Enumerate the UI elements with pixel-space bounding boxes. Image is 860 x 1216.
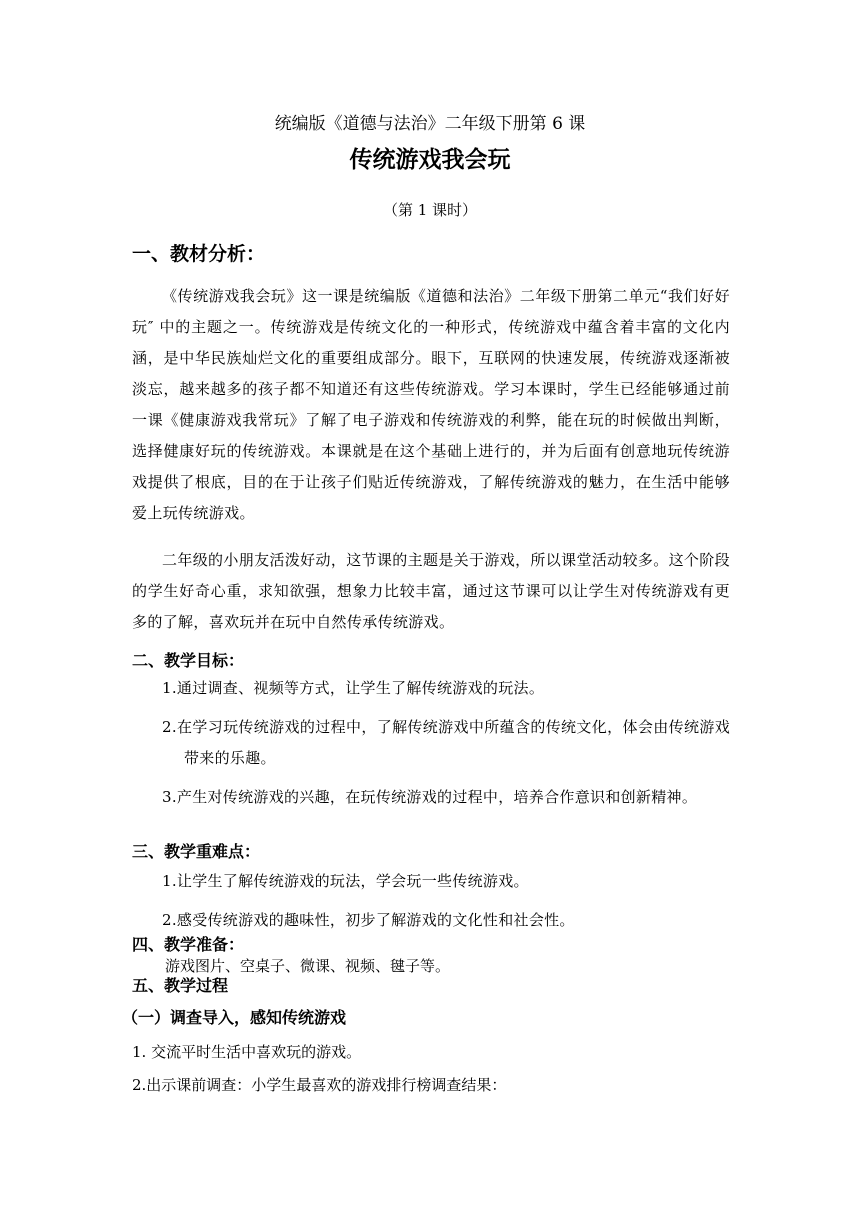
objective-item: 2.在学习玩传统游戏的过程中，了解传统游戏中所蕴含的传统文化，体会由传统游戏带来的乐趣。 (162, 718, 730, 767)
process-step-2: 2.出示课前调查：小学生最喜欢的游戏排行榜调查结果： (132, 1076, 507, 1094)
key-points-list (162, 866, 730, 944)
section-heading-process: 五、教学过程 (132, 976, 229, 995)
preparation-text: 游戏图片、空桌子、微课、视频、毽子等。 (165, 957, 451, 975)
section-heading-key-points: 三、教学重难点： (132, 842, 261, 861)
key-point-item: 1.让学生了解传统游戏的玩法，学会玩一些传统游戏。 (162, 872, 529, 890)
section-heading-preparation: 四、教学准备： (132, 935, 245, 954)
objective-item: 1.通过调查、视频等方式，让学生了解传统游戏的玩法。 (162, 679, 545, 697)
analysis-paragraph-2: 二年级的小朋友活泼好动，这节课的主题是关于游戏，所以课堂活动较多。这个阶段的学生好奇心重，求知欲强，想象力比较丰富，通过这节课可以让学生对传统游戏有更多的了解，喜欢玩并在玩中自然传承传统游戏。 (132, 551, 730, 631)
lesson-title: 传统游戏我会玩 (349, 147, 511, 173)
section-heading-analysis: 一、教材分析： (132, 243, 266, 265)
objectives-list (162, 673, 730, 821)
key-point-item: 2.感受传统游戏的趣味性，初步了解游戏的文化性和社会性。 (162, 911, 575, 929)
session-label: （第 1 课时） (382, 201, 478, 219)
analysis-paragraph-1: 《传统游戏我会玩》这一课是统编版《道德和法治》二年级下册第二单元“我们好好玩″ 中的主题之一。传统游戏是传统文化的一种形式，传统游戏中蕴含着丰富的文化内涵，是中华民族灿烂文化的重要组成部分。眼下，互联网的快速发展，传统游戏逐渐被淡忘，越来越多的孩子都不知道还有这些传统游戏。学习本课时，学生已经能够通过前一课《健康游戏我常玩》了解了电子游戏和传统游戏的利弊，能在玩的时候做出判断，选择健康好玩的传统游戏。本课就是在这个基础上进行的，并为后面有创意地玩传统游戏提供了根底，目的在于让孩子们贴近传统游戏，了解传统游戏的魅力，在生活中能够爱上玩传统游戏。 (132, 287, 730, 522)
process-sub-heading: （一）调查导入，感知传统游戏 (122, 1008, 347, 1027)
process-step-1: 1. 交流平时生活中喜欢玩的游戏。 (132, 1043, 362, 1061)
section-heading-objectives: 二、教学目标： (132, 651, 245, 670)
course-subtitle: 统编版《道德与法治》二年级下册第 6 课 (274, 114, 586, 134)
objective-item: 3.产生对传统游戏的兴趣，在玩传统游戏的过程中，培养合作意识和创新精神。 (162, 788, 698, 806)
